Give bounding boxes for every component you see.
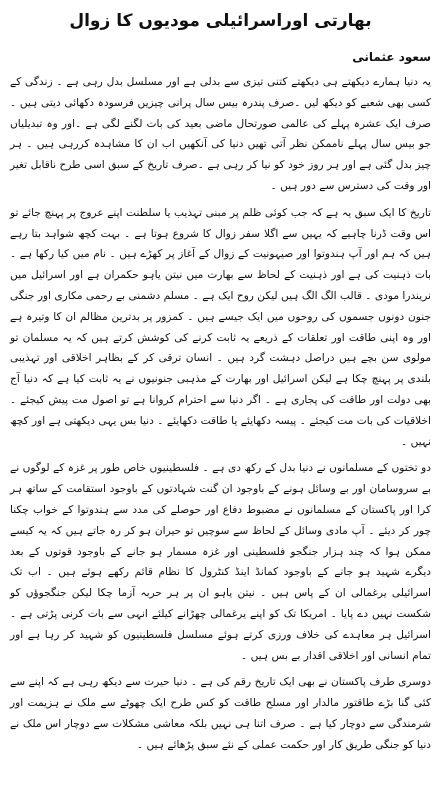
paragraph-2: تاریخ کا ایک سبق یہ ہے کہ جب کوئی ظلم پر مبنی تہذیب یا سلطنت اپنے عروج پر پہنچ جائے تو اس وقت ڈرنا چاہیے کہ یہیں سے اگلا سفر زوال کا شروع ہوتا ہے ۔ بہت کچھ شواہد بتا رہے ہیں کہ ہم اور آپ ہندوتوا اور صیہونیت کے زوال کے آغاز پر کھڑے ہیں ۔ نام میں کیا رکھا ہے ۔ بات ذہنیت کی ہے اور ذہنیت کے لحاظ سے بھارت میں نیتن یاہو حکمران ہے اور اسرائیل میں نریندرا مودی ۔ قالب الگ الگ ہیں لیکن روح ایک ہے ۔ مسلم دشمنی بے رحمی مکاری اور جنگی جنون دونوں جسموں کی روحوں میں ایک جیسے ہیں ۔ کمزور پر بدترین مظالم ان کا وتیرہ ہے اور وہ اپنی طاقت اور تعلقات کے ذریعے یہ ثابت کرنے کی کوشش کرتے ہیں کہ یہ مسلمان تو مولوی سن بچے ہیں دراصل دہشت گرد ہیں ۔ انسان ترقی کر کے بظاہر اخلاقی اور تہذیبی بلندی پر پہنچ چکا ہے لیکن اسرائیل اور بھارت کے مذہبی جنونیوں نے یہ ثابت کیا ہے کہ دنیا آج بھی دولت اور طاقت کی پجاری ہے ۔ اگر دنیا سے احترام کروانا ہے تو اصول مت پیش کیجئے ۔ اخلاقیات کی بات مت کیجئے ۔ پیسہ دکھایئے یا طاقت دکھایئے ۔ دنیا بس یہی دیکھتی ہے اور کچھ نہیں ۔ [10, 206, 431, 448]
paragraph-3: دو تختوں کے مسلمانوں نے دنیا بدل کے رکھ دی ہے ۔ فلسطینیوں خاص طور پر غزہ کے لوگوں نے بے سروسامان اور بے وسائل ہونے کے باوجود ان گنت شہادتوں کے باوجود استقامت کے ساتھ ہر کرا اور پاکستان کے مسلمانوں نے مضبوط دفاع اور حوصلے کی مدد سے ہندوتوا کے خواب چکنا چور کر دیئے ۔ آپ مادی وسائل کے لحاظ سے سوچیں تو حیران ہو کر رہ جاتے ہیں کہ یہ کیسے ممکن ہوا کہ چند ہزار جنگجو فلسطینی اور غزہ مسمار ہو جانے کے باوجود قوتوں کے بعد دیگرے شہید ہو جانے کے باوجود کمانڈ اینڈ کنٹرول کا نظام قائم رکھے ہوئے ہیں ۔ اب تک اسرائیلی یرغمالی ان کے پاس ہیں ۔ نیتن یاہو ان پر ہر حربہ آزما چکا لیکن جنگجوؤں کو شکست نہیں دے پایا ۔ امریکا تک کو اپنے یرغمالی چھڑانے کیلئے انہی سے بات کرنی پڑتی ہے ۔ اسرائیل ہر معاہدے کی خلاف ورزی کرتے ہوئے مسلسل فلسطینیوں کو شہید کر رہا ہے اور تمام انسانی اور اخلاقی اقدار بے بس ہیں ۔ [10, 462, 431, 662]
paragraph-1: یہ دنیا ہمارے دیکھتے ہی دیکھتے کتنی تیزی سے بدلی ہے اور مسلسل بدل رہی ہے ۔ زندگی کے کسی بھی شعبے کو دیکھ لیں ۔صرف پندرہ بیس سال پرانی چیزیں فرسودہ دکھائی دیتی ہیں ۔صرف ایک عشرہ پہلے کی عالمی صورتحال ماضی بعید کی بات لگنے لگی ہے ۔اور وہ تبدیلیاں جو بیس سال پہلے ناممکن نظر آتی تھیں دنیا کی آنکھیں اب ان کا مشاہدہ کررہی ہیں ۔ ہر چیز بدل گئی ہے اور ہر روز خود کو نیا کر رہی ہے ۔صرف تاریخ کے سبق اسی طرح ناقابل تغیر اور وقت کی دسترس سے دور ہیں ۔ [10, 76, 431, 192]
article-headline: بھارتی اوراسرائیلی مودیوں کا زوال [69, 11, 372, 31]
paragraph-4: دوسری طرف پاکستان نے بھی ایک تاریخ رقم کی ہے ۔ دنیا حیرت سے دیکھ رہی ہے کہ اپنے سے کئی گنا بڑے طاقتور مالدار اور مسلح طاقت کو کس طرح ایک چھوٹے سے ملک نے ہزیمت اور شرمندگی سے دوچار کیا ہے ۔ صرف اتنا ہی نہیں بلکہ معاشی مشکلات سے دوچار اس ملک نے دنیا کو جنگی طریق کار اور حکمت عملی کے نئے سبق پڑھائے ہیں ۔ [10, 676, 431, 751]
author-byline: سعود عثمانی [352, 50, 431, 64]
